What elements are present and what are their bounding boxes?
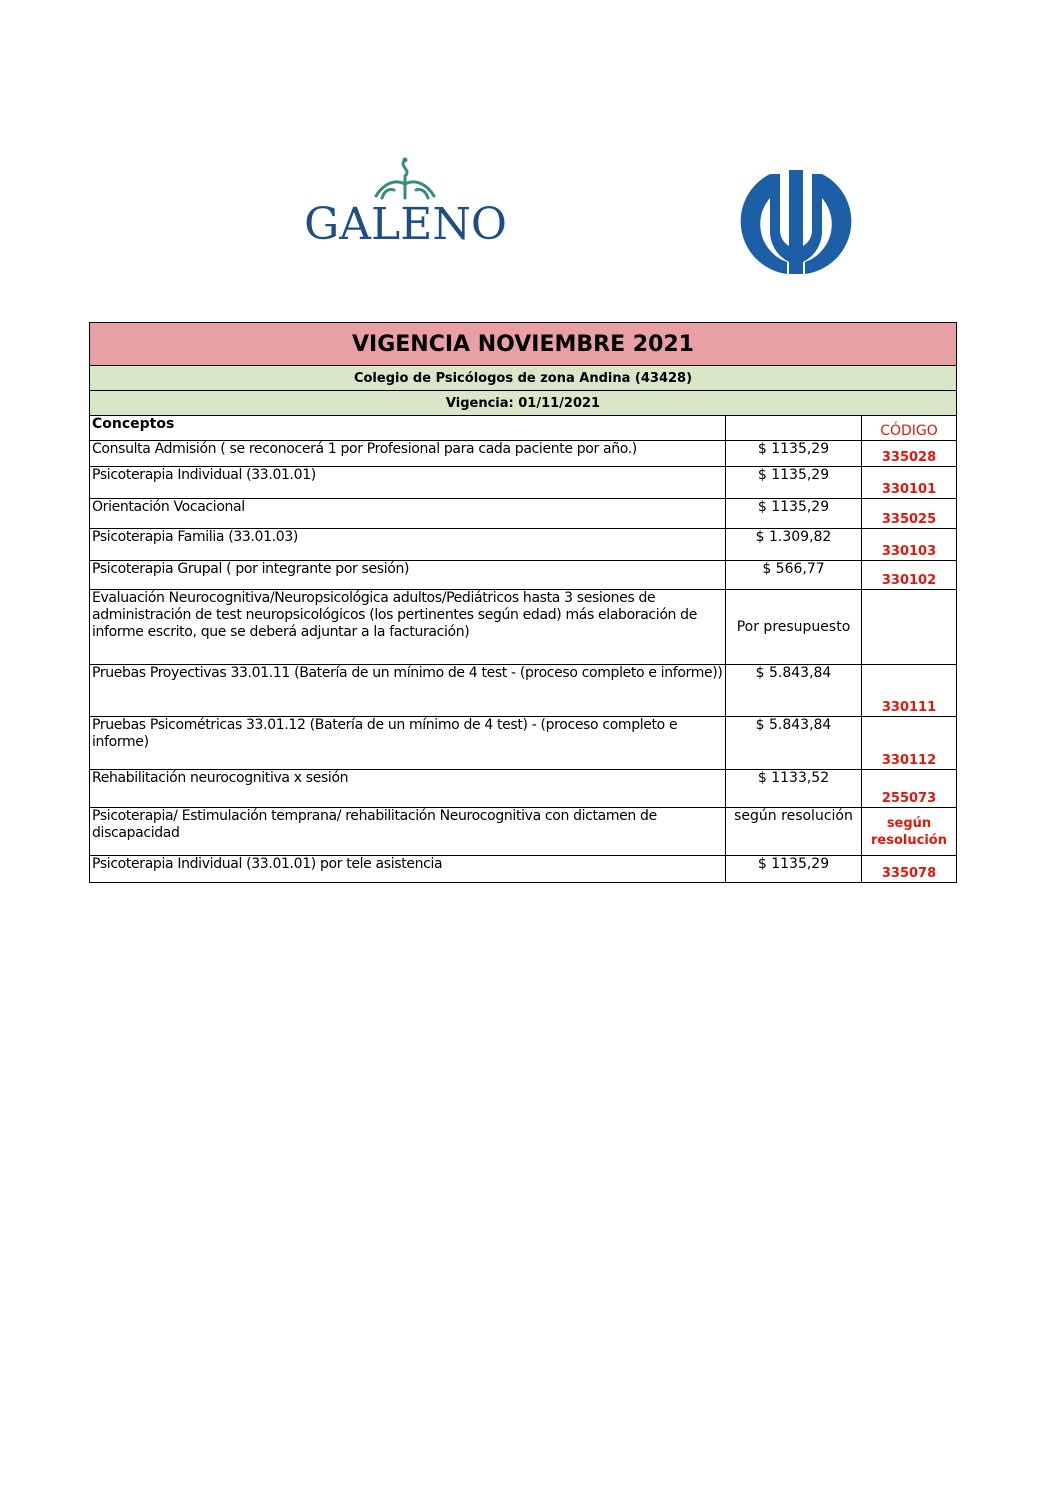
table-row: [90, 717, 957, 770]
row-price: $ 1135,29: [726, 499, 862, 529]
galeno-logo: [298, 156, 513, 252]
row-price: $ 5.843,84: [726, 665, 862, 717]
row-code: 335025: [862, 499, 957, 529]
row-concept: Evaluación Neurocognitiva/Neuropsicológica adultos/Pediátricos hasta 3 sesiones de administración de test neuropsicológicos (los pertinentes según edad) más elaboración de informe escrito, que se deberá adjuntar a la facturación): [90, 590, 726, 665]
row-code: según resolución: [862, 808, 957, 856]
table-row: [90, 467, 957, 499]
row-price: $ 1135,29: [726, 441, 862, 467]
row-concept: Orientación Vocacional: [90, 499, 726, 529]
row-code: 330112: [862, 717, 957, 770]
row-code: 330102: [862, 561, 957, 590]
row-code: 330103: [862, 529, 957, 561]
row-concept: Pruebas Proyectivas 33.01.11 (Batería de un mínimo de 4 test - (proceso completo e informe)): [90, 665, 726, 717]
row-concept: Rehabilitación neurocognitiva x sesión: [90, 770, 726, 808]
table-title: VIGENCIA NOVIEMBRE 2021: [90, 323, 957, 366]
row-concept: Psicoterapia Individual (33.01.01) por tele asistencia: [90, 856, 726, 883]
table-vigencia: Vigencia: 01/11/2021: [90, 391, 957, 416]
tariff-table: [89, 322, 957, 883]
header-price: [726, 416, 862, 441]
row-code: 335028: [862, 441, 957, 467]
row-concept: Psicoterapia Grupal ( por integrante por sesión): [90, 561, 726, 590]
table-row: [90, 561, 957, 590]
table-row: [90, 590, 957, 665]
header-code: CÓDIGO: [862, 416, 957, 441]
row-concept: Psicoterapia Familia (33.01.03): [90, 529, 726, 561]
table-row: [90, 499, 957, 529]
row-code: 335078: [862, 856, 957, 883]
row-code: 330101: [862, 467, 957, 499]
row-concept: Consulta Admisión ( se reconocerá 1 por Profesional para cada paciente por año.): [90, 441, 726, 467]
table-row: [90, 808, 957, 856]
row-concept: Pruebas Psicométricas 33.01.12 (Batería de un mínimo de 4 test) - (proceso completo e informe): [90, 717, 726, 770]
table-row: [90, 665, 957, 717]
psi-icon: [740, 170, 852, 276]
psi-logo: [740, 170, 852, 276]
row-code: 330111: [862, 665, 957, 717]
table-row: [90, 770, 957, 808]
row-price: $ 5.843,84: [726, 717, 862, 770]
table-header-row: [90, 416, 957, 441]
row-code: 255073: [862, 770, 957, 808]
table-row: [90, 529, 957, 561]
row-price: $ 566,77: [726, 561, 862, 590]
row-price: $ 1133,52: [726, 770, 862, 808]
row-price: $ 1135,29: [726, 467, 862, 499]
row-price: $ 1.309,82: [726, 529, 862, 561]
row-price: según resolución: [726, 808, 862, 856]
table-row: [90, 441, 957, 467]
row-code: [862, 590, 957, 665]
table-subtitle: Colegio de Psicólogos de zona Andina (43428): [90, 366, 957, 391]
table-row: [90, 856, 957, 883]
row-price: $ 1135,29: [726, 856, 862, 883]
header-concept: Conceptos: [90, 416, 726, 441]
row-price: Por presupuesto: [726, 590, 862, 665]
galeno-wordmark: GALENO: [304, 199, 507, 250]
row-concept: Psicoterapia/ Estimulación temprana/ rehabilitación Neurocognitiva con dictamen de discapacidad: [90, 808, 726, 856]
row-concept: Psicoterapia Individual (33.01.01): [90, 467, 726, 499]
